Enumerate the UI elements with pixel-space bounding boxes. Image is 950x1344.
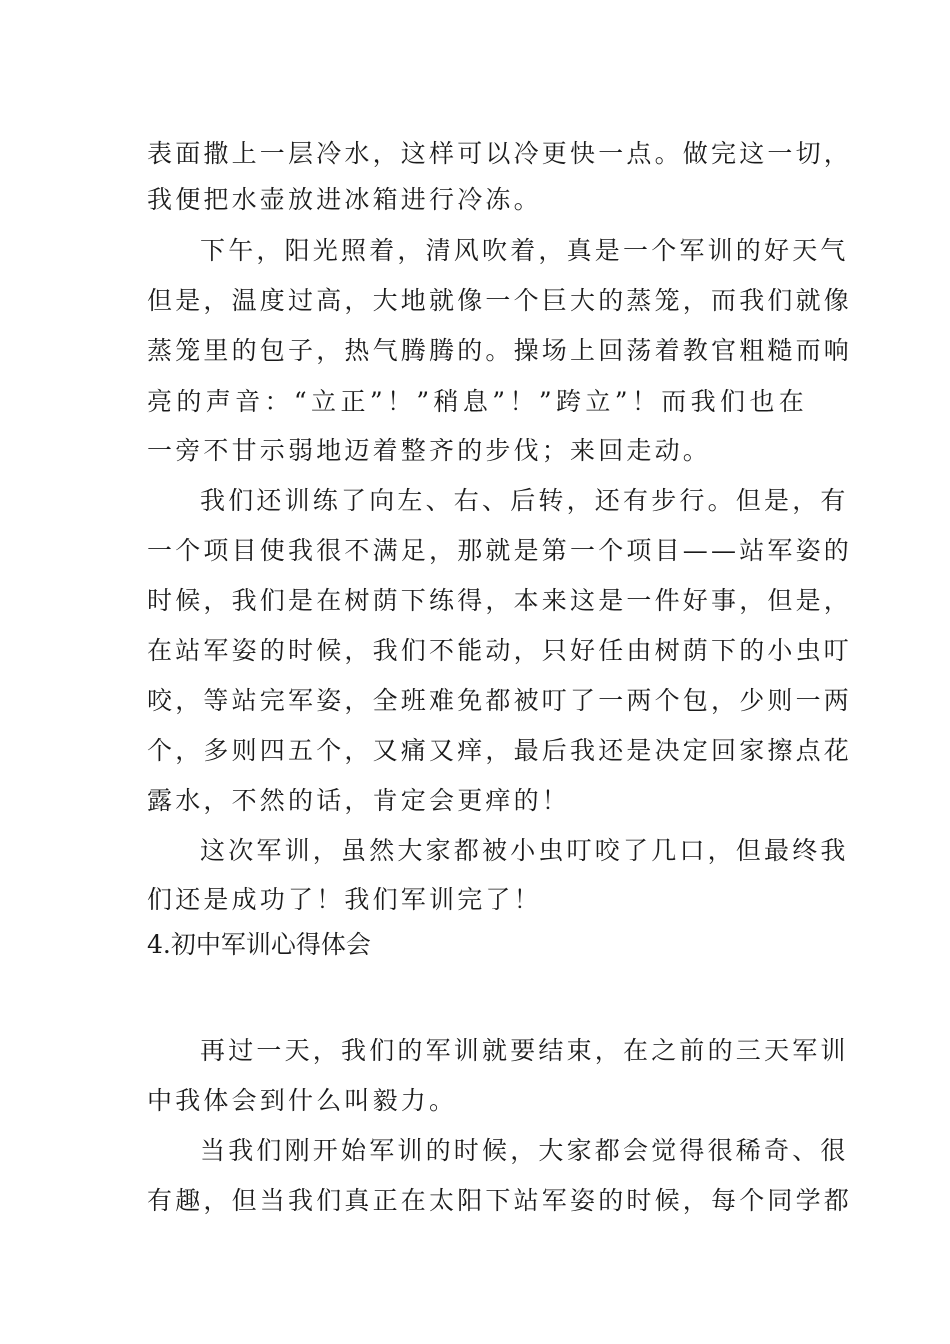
text-line: 但是，温度过高，大地就像一个巨大的蒸笼，而我们就像 <box>147 286 853 315</box>
paragraph-start: 再过一天，我们的军训就要结束，在之前的三天军训 <box>200 1036 849 1065</box>
text-line: 有趣，但当我们真正在太阳下站军姿的时候，每个同学都 <box>147 1186 853 1215</box>
text-line: 个，多则四五个，又痛又痒，最后我还是决定回家擦点花 <box>147 736 853 765</box>
text-line: 表面撒上一层冷水，这样可以冷更快一点。做完这一切， <box>147 139 853 168</box>
text-line: 露水，不然的话，肯定会更痒的！ <box>147 786 571 815</box>
text-line: 咬，等站完军姿，全班难免都被叮了一两个包，少则一两 <box>147 686 853 715</box>
paragraph-start: 下午，阳光照着，清风吹着，真是一个军训的好天气 <box>200 236 849 265</box>
text-line: 一旁不甘示弱地迈着整齐的步伐；来回走动。 <box>147 436 712 465</box>
paragraph-start: 我们还训练了向左、右、后转，还有步行。但是，有 <box>200 486 849 515</box>
text-line: 在站军姿的时候，我们不能动，只好任由树荫下的小虫叮 <box>147 636 853 665</box>
text-line: 我便把水壶放进冰箱进行冷冻。 <box>147 185 542 214</box>
text-line: 蒸笼里的包子，热气腾腾的。操场上回荡着教官粗糙而响 <box>147 336 853 365</box>
paragraph-start: 这次军训，虽然大家都被小虫叮咬了几口，但最终我 <box>200 836 849 865</box>
text-line: 时候，我们是在树荫下练得，本来这是一件好事，但是， <box>147 586 853 615</box>
text-line: 们还是成功了！我们军训完了！ <box>147 885 542 914</box>
paragraph-start: 当我们刚开始军训的时候，大家都会觉得很稀奇、很 <box>200 1136 849 1165</box>
text-line: 亮的声音：“立正”！”稍息”！”跨立”！而我们也在 <box>147 387 807 416</box>
section-heading: 4.初中军训心得体会 <box>147 930 371 959</box>
text-line: 中我体会到什么叫毅力。 <box>147 1086 458 1115</box>
text-line: 一个项目使我很不满足，那就是第一个项目——站军姿的 <box>147 536 853 565</box>
